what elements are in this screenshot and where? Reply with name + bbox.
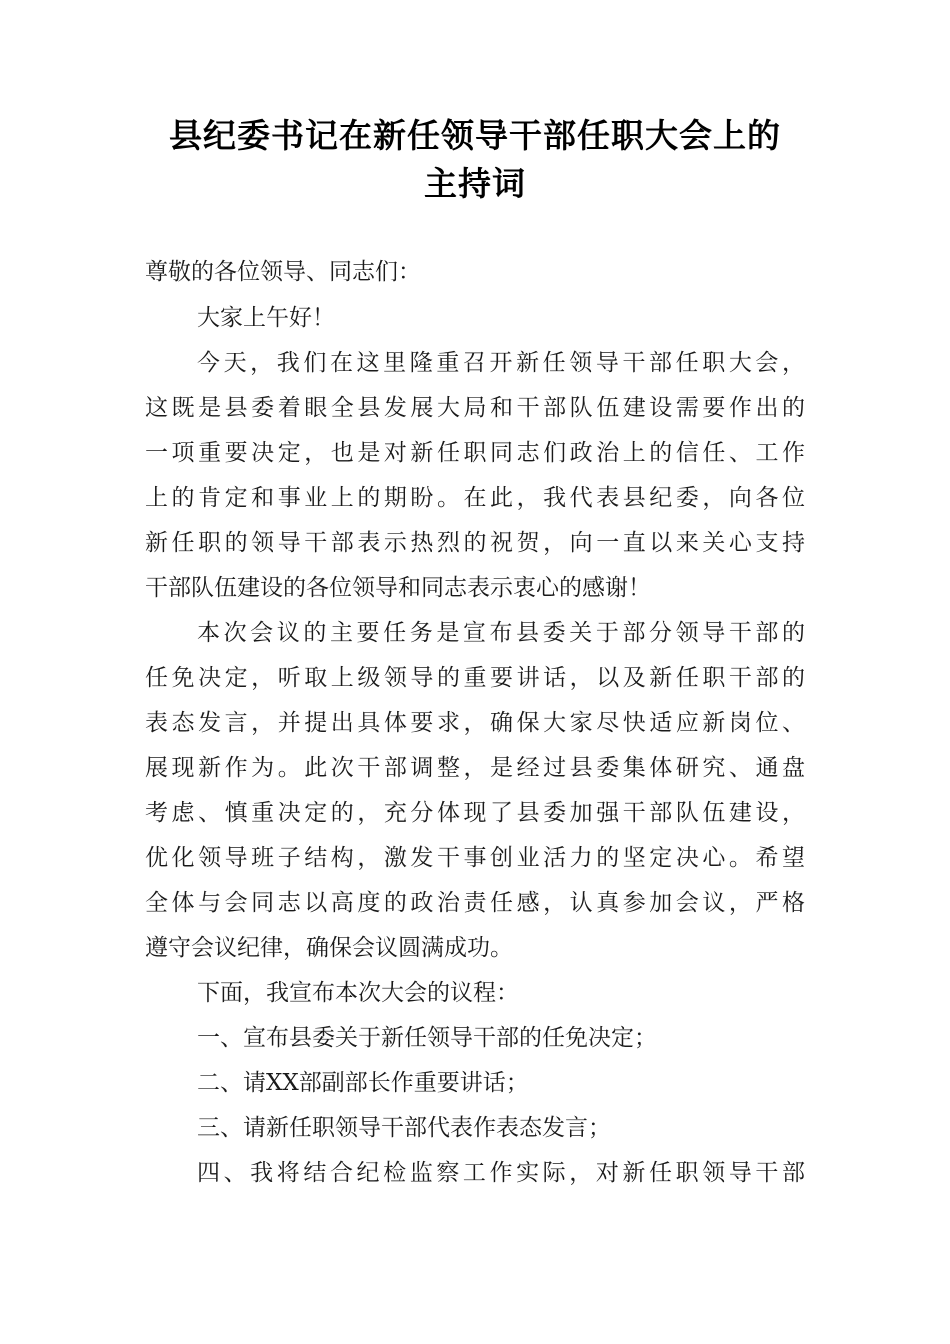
agenda-item-4: 四、我将结合纪检监察工作实际，对新任职领导干部 — [197, 1160, 805, 1186]
paragraph-line: 这既是县委着眼全县发展大局和干部队伍建设需要作出的 — [145, 395, 805, 421]
agenda-item-3: 三、请新任职领导干部代表作表态发言； — [197, 1115, 611, 1141]
paragraph-line: 考虑、慎重决定的，充分体现了县委加强干部队伍建设， — [145, 800, 805, 826]
paragraph-line: 遵守会议纪律，确保会议圆满成功。 — [145, 935, 513, 961]
document-title-line-2: 主持词 — [424, 164, 526, 203]
paragraph-line: 本次会议的主要任务是宣布县委关于部分领导干部的 — [197, 620, 805, 646]
paragraph-line: 新任职的领导干部表示热烈的祝贺，向一直以来关心支持 — [145, 530, 805, 556]
document-title-line-1: 县纪委书记在新任领导干部任职大会上的 — [169, 116, 781, 155]
agenda-intro: 下面，我宣布本次大会的议程： — [197, 980, 519, 1006]
paragraph-line: 上的肯定和事业上的期盼。在此，我代表县纪委，向各位 — [145, 485, 805, 511]
paragraph-line: 优化领导班子结构，激发干事创业活力的坚定决心。希望 — [145, 845, 805, 871]
greeting: 大家上午好！ — [197, 305, 335, 331]
salutation: 尊敬的各位领导、同志们： — [145, 259, 421, 285]
agenda-item-1: 一、宣布县委关于新任领导干部的任免决定； — [197, 1025, 657, 1051]
paragraph-line: 展现新作为。此次干部调整，是经过县委集体研究、通盘 — [145, 755, 805, 781]
paragraph-line: 任免决定，听取上级领导的重要讲话，以及新任职干部的 — [145, 665, 805, 691]
paragraph-line: 干部队伍建设的各位领导和同志表示衷心的感谢！ — [145, 575, 651, 601]
paragraph-line: 表态发言，并提出具体要求，确保大家尽快适应新岗位、 — [145, 710, 805, 736]
paragraph-line: 今天，我们在这里隆重召开新任领导干部任职大会， — [197, 350, 805, 376]
paragraph-line: 一项重要决定，也是对新任职同志们政治上的信任、工作 — [145, 440, 805, 466]
paragraph-line: 全体与会同志以高度的政治责任感，认真参加会议，严格 — [145, 890, 805, 916]
agenda-item-2: 二、请XX部副部长作重要讲话； — [197, 1070, 529, 1096]
